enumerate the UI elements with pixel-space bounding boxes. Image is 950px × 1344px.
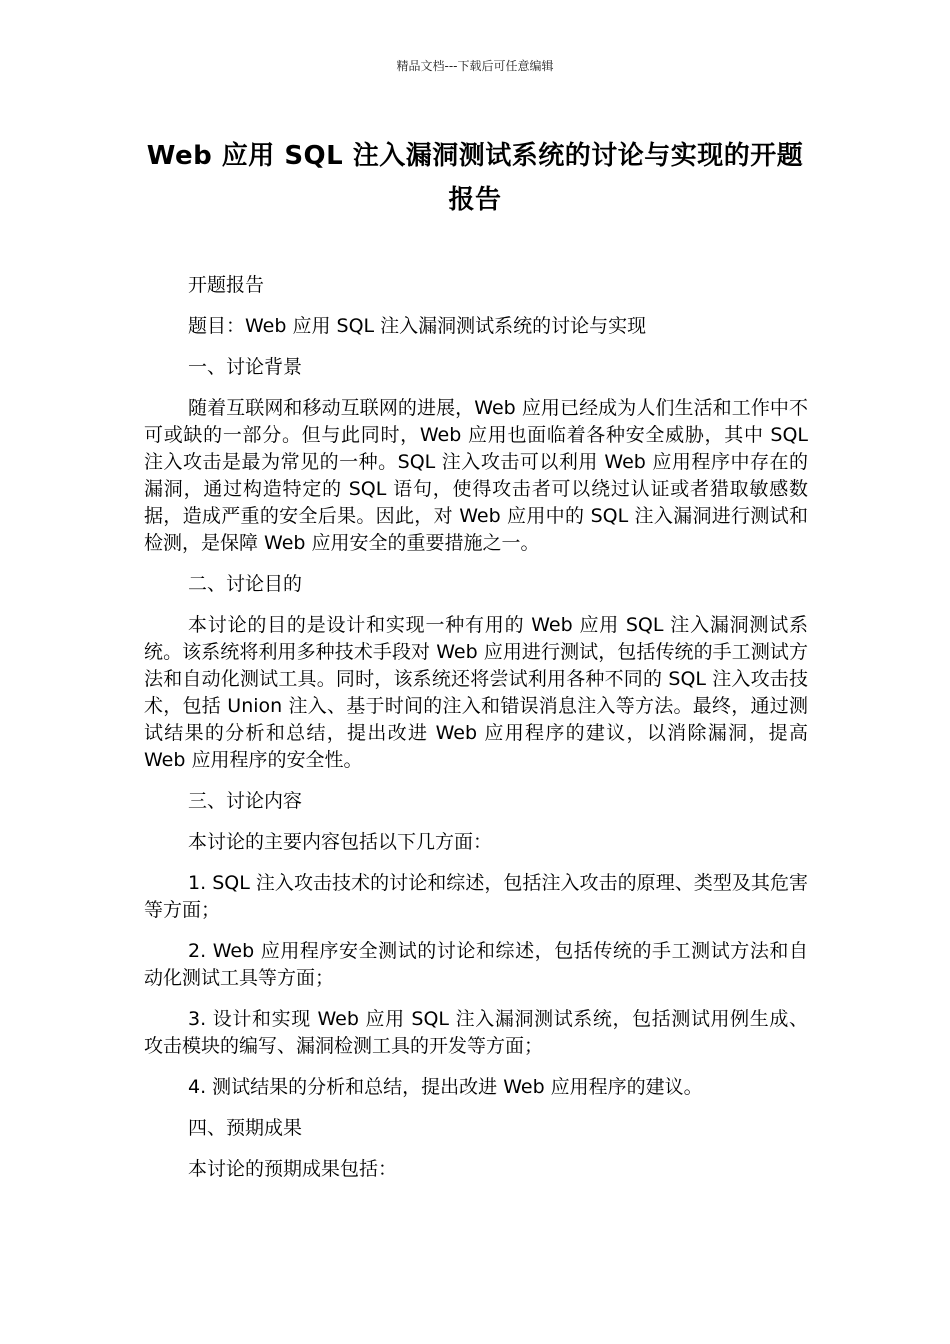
section-heading-background: 一、讨论背景 (188, 356, 303, 378)
paragraph-purpose: 本讨论的目的是设计和实现一种有用的 Web 应用 SQL 注入漏洞测试系统。该系统将利用多种技术手段对 Web 应用进行测试，包括传统的手工测试方法和自动化测试工具。同时，该系统还将尝试利用各种不同的 SQL 注入攻击技术，包括 Union 注入、基于时间的注入和错误消息注入等方法。最终，通过测试结果的分析和总结，提出改进 Web 应用程序的建议，以消除漏洞，提高 Web 应用程序的安全性。 (144, 614, 808, 771)
header-note: 精品文档---下载后可任意编辑 (396, 59, 554, 73)
report-label: 开题报告 (188, 274, 265, 296)
paragraph-background: 随着互联网和移动互联网的进展，Web 应用已经成为人们生活和工作中不可或缺的一部分。但与此同时，Web 应用也面临着各种安全威胁，其中 SQL 注入攻击是最为常见的一种。SQL 注入攻击可以利用 Web 应用程序中存在的漏洞，通过构造特定的 SQL 语句，使得攻击者可以绕过认证或者猎取敏感数据，造成严重的安全后果。因此，对 Web 应用中的 SQL 注入漏洞进行测试和检测，是保障 Web 应用安全的重要措施之一。 (144, 397, 808, 554)
document-title: Web 应用 SQL 注入漏洞测试系统的讨论与实现的开题报告 (146, 141, 804, 215)
paragraph-content-intro: 本讨论的主要内容包括以下几方面： (188, 831, 493, 853)
list-item-content-3: 3. 设计和实现 Web 应用 SQL 注入漏洞测试系统，包括测试用例生成、攻击模块的编写、漏洞检测工具的开发等方面； (144, 1008, 808, 1057)
list-item-content-4: 4. 测试结果的分析和总结，提出改进 Web 应用程序的建议。 (188, 1076, 703, 1098)
document-body (144, 272, 808, 1197)
topic-line: 题目：Web 应用 SQL 注入漏洞测试系统的讨论与实现 (188, 315, 647, 337)
list-item-content-1: 1. SQL 注入攻击技术的讨论和综述，包括注入攻击的原理、类型及其危害等方面； (144, 872, 808, 921)
section-heading-outcomes: 四、预期成果 (188, 1117, 303, 1139)
paragraph-outcomes-intro: 本讨论的预期成果包括： (188, 1158, 398, 1180)
section-heading-purpose: 二、讨论目的 (188, 573, 303, 595)
list-item-content-2: 2. Web 应用程序安全测试的讨论和综述，包括传统的手工测试方法和自动化测试工具等方面； (144, 940, 808, 989)
section-heading-content: 三、讨论内容 (188, 790, 303, 812)
